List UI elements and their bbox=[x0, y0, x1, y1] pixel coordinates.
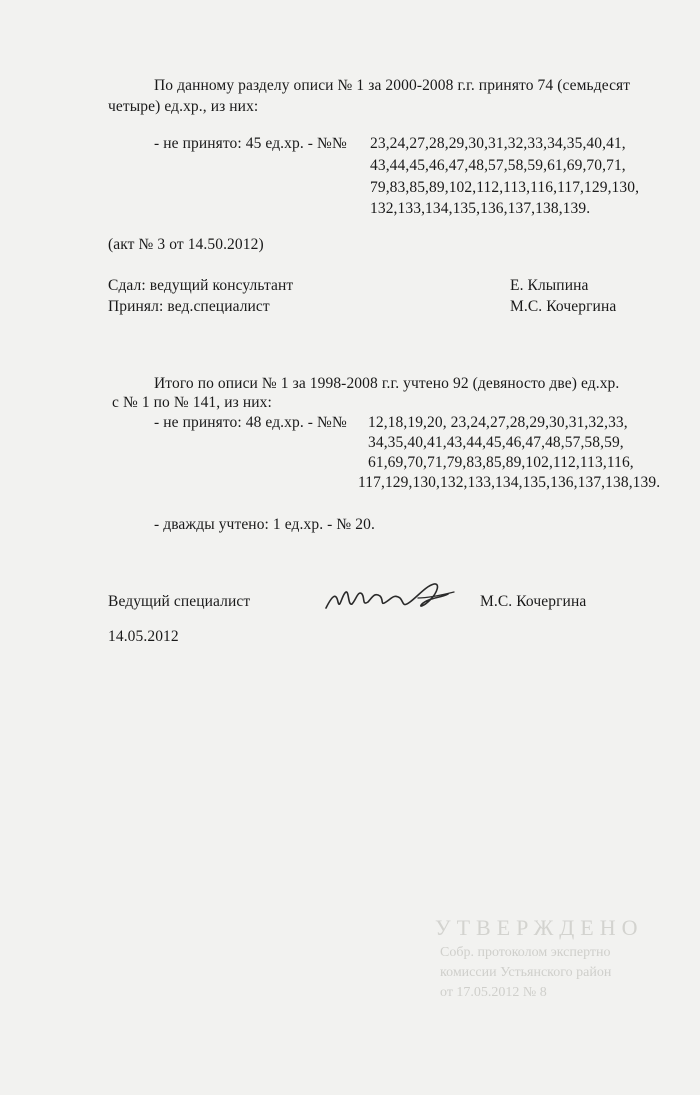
section1-numbers-line-4: 132,133,134,135,136,137,138,139. bbox=[370, 200, 591, 217]
total-numbers-line-1: 12,18,19,20, 23,24,27,28,29,30,31,32,33, bbox=[368, 414, 628, 431]
section1-numbers-line-2: 43,44,45,46,47,48,57,58,59,61,69,70,71, bbox=[370, 157, 626, 174]
footer-position: Ведущий специалист bbox=[108, 593, 251, 610]
section1-not-accepted-label: - не принято: 45 ед.хр. - №№ bbox=[154, 135, 347, 152]
section1-numbers-line-3: 79,83,85,89,102,112,113,116,117,129,130, bbox=[370, 179, 640, 196]
received-label: Принял: вед.специалист bbox=[108, 298, 270, 315]
counted-twice: - дважды учтено: 1 ед.хр. - № 20. bbox=[154, 516, 375, 533]
total-numbers-line-3: 61,69,70,71,79,83,85,89,102,112,113,116, bbox=[368, 454, 634, 471]
bleed-line-2: комиссии Устьянского район bbox=[440, 965, 612, 980]
bleed-line-1: Собр. протоколом экспертно bbox=[440, 945, 611, 960]
total-line1: Итого по описи № 1 за 1998-2008 г.г. учтено 92 (девяносто две) ед.хр. bbox=[154, 375, 620, 392]
gave-label: Сдал: ведущий консультант bbox=[108, 277, 294, 294]
footer-date: 14.05.2012 bbox=[108, 628, 179, 645]
gave-name: Е. Клыпина bbox=[510, 277, 589, 294]
total-numbers-line-4: 117,129,130,132,133,134,135,136,137,138,139. bbox=[358, 474, 661, 491]
total-line2: с № 1 по № 141, из них: bbox=[112, 394, 272, 411]
total-not-accepted-label: - не принято: 48 ед.хр. - №№ bbox=[154, 414, 347, 431]
act-reference: (акт № 3 от 14.50.2012) bbox=[108, 236, 264, 253]
received-name: М.С. Кочергина bbox=[510, 298, 617, 315]
footer-name: М.С. Кочергина bbox=[480, 593, 587, 610]
section1-numbers-line-1: 23,24,27,28,29,30,31,32,33,34,35,40,41, bbox=[370, 135, 626, 152]
bleed-line-3: от 17.05.2012 № 8 bbox=[440, 985, 547, 1000]
section1-intro-line2: четыре) ед.хр., из них: bbox=[108, 98, 259, 115]
signature-icon bbox=[322, 578, 462, 618]
total-numbers-line-2: 34,35,40,41,43,44,45,46,47,48,57,58,59, bbox=[368, 434, 624, 451]
section1-intro-line1: По данному разделу описи № 1 за 2000-2008 г.г. принято 74 (семьдесят bbox=[154, 77, 631, 94]
bleed-stamp-word: УТВЕРЖДЕНО bbox=[435, 915, 644, 940]
